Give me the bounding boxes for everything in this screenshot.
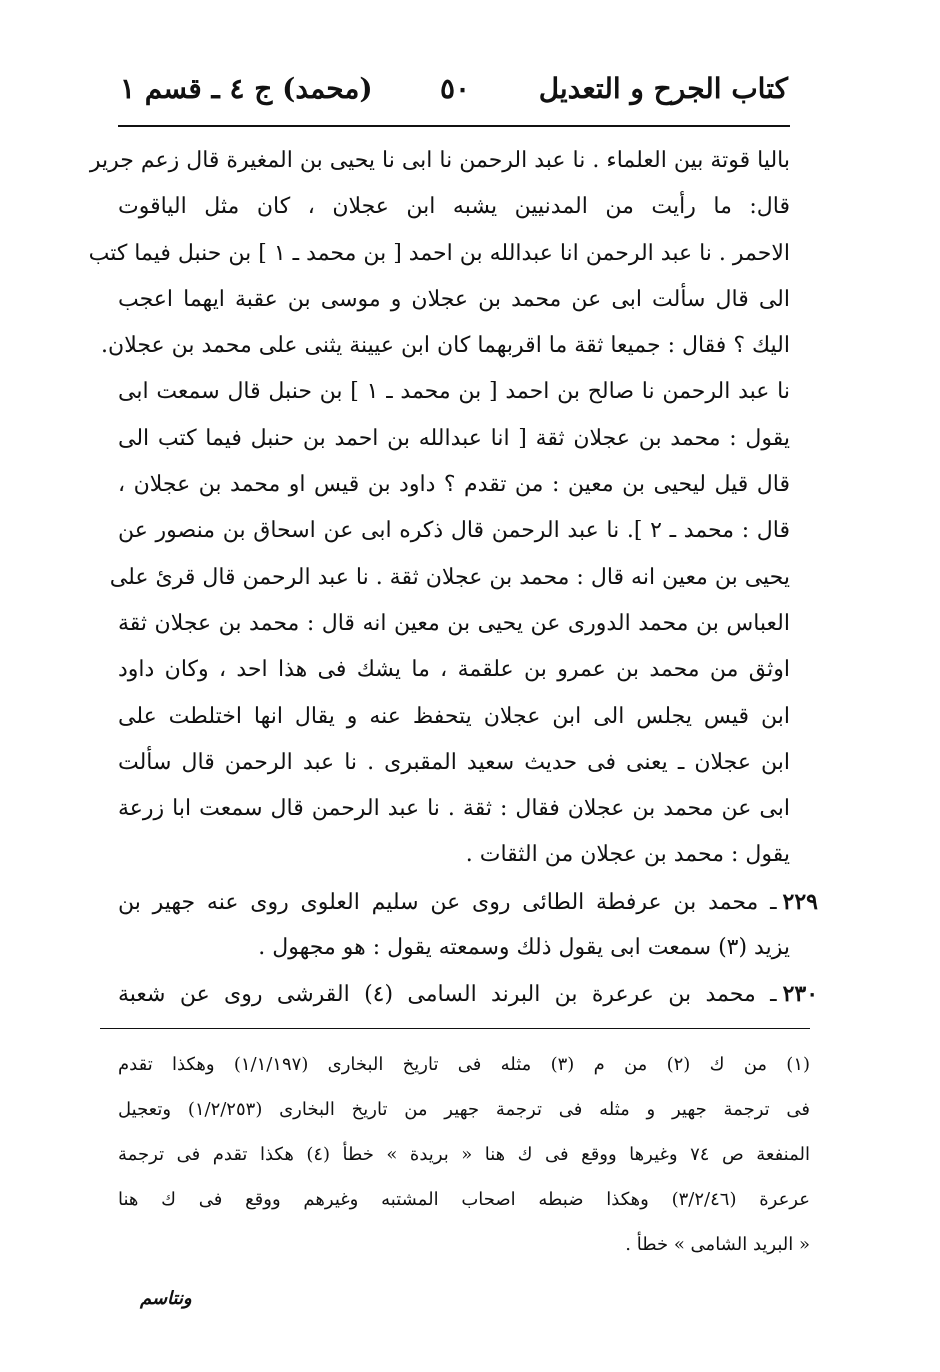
text-line: يحيى بن معين انه قال : محمد بن عجلان ثقة . نا عبد الرحمن قال قرئ على xyxy=(109,564,790,590)
text-line: قال : محمد ـ ٢ ]. نا عبد الرحمن قال ذكره ابى عن اسحاق بن منصور عن xyxy=(118,518,790,544)
text-line: ابن عجلان ـ يعنى فى حديث سعيد المقبرى . نا عبد الرحمن قال سألت xyxy=(118,749,790,775)
text-line: ابى عن محمد بن عجلان فقال : ثقة . نا عبد الرحمن قال سمعت ابا زرعة xyxy=(118,796,790,822)
page-number: ٥٠ xyxy=(440,72,471,105)
footnote-line: المنفعة ص ٧٤ وغيرها ووقع فى ك هنا « بريدة » خطأ (٤) هكذا تقدم فى ترجمة xyxy=(118,1144,811,1165)
volume-label: (محمد) ج ٤ ـ قسم ١ xyxy=(120,72,373,105)
footnote-line: « البريد الشامى » خطأ . xyxy=(625,1234,810,1255)
footnote-line: عرعرة (٣/٢/٤٦) وهكذا ضبطه اصحاب المشتبه وغيرهم ووقع فى ك هنا xyxy=(118,1189,810,1210)
book-title: كتاب الجرح و التعديل xyxy=(538,72,788,105)
entry-text: ـ محمد بن عرفطة الطائى روى عن سليم العلوى روى عنه جهير بن xyxy=(118,889,777,915)
footnotes xyxy=(118,1042,810,1267)
text-line: الى قال سألت ابى عن محمد بن عجلان و موسى بن عقبة ايهما اعجب xyxy=(118,286,790,312)
footnote-line: فى ترجمة جهير و مثله فى ترجمة جهير من تاريخ البخارى (١/٢/٢٥٣) وتعجيل xyxy=(118,1099,810,1120)
entry-230 xyxy=(118,971,818,1017)
text-line: الاحمر . نا عبد الرحمن انا عبدالله بن احمد [ بن محمد ـ ١ ] بن حنبل فيما كتب xyxy=(88,240,790,266)
page-header xyxy=(120,72,788,120)
entry-number: ٢٣٠ xyxy=(782,981,819,1008)
text-line: اليك ؟ فقال : جميعا ثقة ما اقربهما كان ابن عيينة يثنى على محمد بن عجلان. xyxy=(101,333,790,359)
footnote-line: (١) من ك (٢) من م (٣) مثله فى تاريخ البخارى (١/١/١٩٧) وهكذا تقدم xyxy=(118,1054,811,1075)
entry-229 xyxy=(118,879,818,925)
header-rule xyxy=(118,125,790,127)
entry-text: ـ محمد بن عرعرة بن البرند السامى (٤) القرشى روى عن شعبة xyxy=(118,982,777,1008)
entry-229-continuation: يزيد (٣) سمعت ابى يقول ذلك وسمعته يقول : هو مجهول . xyxy=(258,935,790,961)
text-line: قال: ما رأيت من المدنيين يشبه ابن عجلان ، كان مثل الياقوت xyxy=(118,194,790,220)
text-line: ابن قيس يجلس الى ابن عجلان يتحفظ عنه و يقال انها اختلطت على xyxy=(118,703,790,729)
text-line: نا عبد الرحمن نا صالح بن احمد [ بن محمد ـ ١ ] بن حنبل قال سمعت ابى xyxy=(118,379,790,405)
text-line: يقول : محمد بن عجلان من الثقات . xyxy=(465,842,790,868)
text-line: اوثق من محمد بن عمرو بن علقمة ، ما يشك فى هذا احد ، وكان داود xyxy=(118,657,790,683)
text-line: قال قيل ليحيى بن معين : من تقدم ؟ داود بن قيس او محمد بن عجلان ، xyxy=(118,472,790,498)
footnote-rule xyxy=(100,1028,810,1029)
entry-number: ٢٢٩ xyxy=(782,888,818,915)
text-line: باليا قوتة بين العلماء . نا عبد الرحمن نا ابى نا يحيى بن المغيرة قال زعم جرير xyxy=(89,148,790,173)
end-signature: ونتاسم xyxy=(140,1288,192,1309)
text-line: يقول : محمد بن عجلان ثقة [ انا عبدالله بن احمد بن حنبل فيما كتب الى xyxy=(118,425,790,451)
text-line: العباس بن محمد الدورى عن يحيى بن معين انه قال : محمد بن عجلان ثقة xyxy=(118,610,790,636)
main-text xyxy=(88,138,819,1018)
